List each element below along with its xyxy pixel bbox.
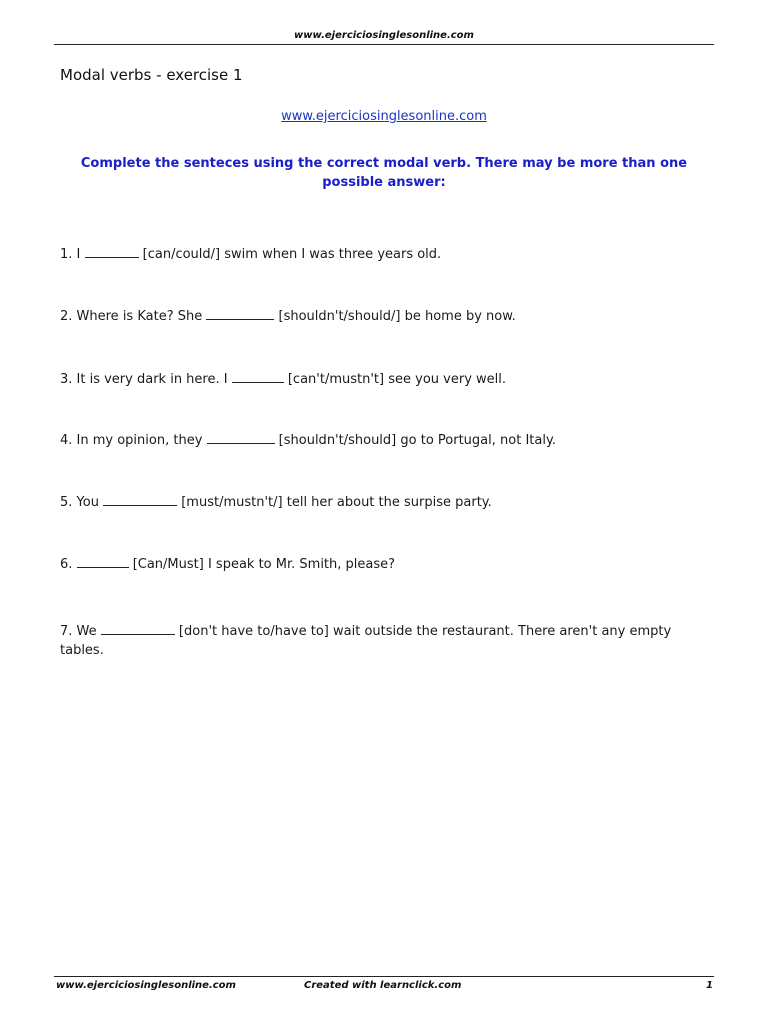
- footer-url: www.ejerciciosinglesonline.com: [56, 980, 236, 991]
- question-1-prefix: 1. I: [60, 247, 81, 262]
- question-1-suffix: swim when I was three years old.: [224, 247, 442, 262]
- question-5-options: [must/mustn't/]: [181, 495, 283, 510]
- question-3-prefix: 3. It is very dark in here. I: [60, 372, 228, 387]
- question-6-blank[interactable]: [77, 554, 129, 568]
- question-4-prefix: 4. In my opinion, they: [60, 433, 203, 448]
- page-title: Modal verbs - exercise 1: [60, 66, 243, 84]
- question-1-blank[interactable]: [85, 244, 139, 258]
- question-2-suffix: be home by now.: [404, 309, 516, 324]
- question-5-suffix: tell her about the surpise party.: [286, 495, 492, 510]
- question-5-blank[interactable]: [103, 492, 177, 506]
- question-6: [60, 554, 710, 574]
- site-link[interactable]: www.ejerciciosinglesonline.com: [281, 109, 487, 124]
- question-7: [60, 621, 710, 660]
- question-2-prefix: 2. Where is Kate? She: [60, 309, 203, 324]
- question-3-options: [can't/mustn't]: [287, 372, 385, 387]
- footer-divider: [54, 976, 714, 977]
- question-2-blank[interactable]: [206, 306, 274, 320]
- question-5-prefix: 5. You: [60, 495, 99, 510]
- question-2: [60, 306, 710, 326]
- question-7-prefix: 7. We: [60, 624, 97, 639]
- header-divider: [54, 44, 714, 45]
- question-7-suffix: wait outside the restaurant. There aren't any empty tables.: [60, 624, 672, 658]
- question-6-prefix: 6.: [60, 557, 73, 572]
- instructions-text: Complete the senteces using the correct modal verb. There may be more than one possible answer:: [80, 156, 688, 190]
- question-3-blank[interactable]: [232, 369, 284, 383]
- question-5: [60, 492, 710, 512]
- question-4-options: [shouldn't/should]: [278, 433, 397, 448]
- question-4-suffix: go to Portugal, not Italy.: [400, 433, 556, 448]
- question-4-blank[interactable]: [207, 430, 275, 444]
- question-6-options: [Can/Must]: [132, 557, 204, 572]
- question-1: [60, 244, 710, 264]
- question-7-options: [don't have to/have to]: [178, 624, 329, 639]
- footer-credit: Created with learnclick.com: [304, 980, 462, 991]
- question-3: [60, 369, 710, 389]
- question-4: [60, 430, 710, 450]
- question-2-options: [shouldn't/should/]: [278, 309, 401, 324]
- page-number: 1: [706, 980, 713, 991]
- question-6-suffix: I speak to Mr. Smith, please?: [207, 557, 396, 572]
- header-url: www.ejerciciosinglesonline.com: [294, 30, 474, 41]
- question-1-options: [can/could/]: [142, 247, 221, 262]
- question-3-suffix: see you very well.: [388, 372, 507, 387]
- question-7-blank[interactable]: [101, 621, 175, 635]
